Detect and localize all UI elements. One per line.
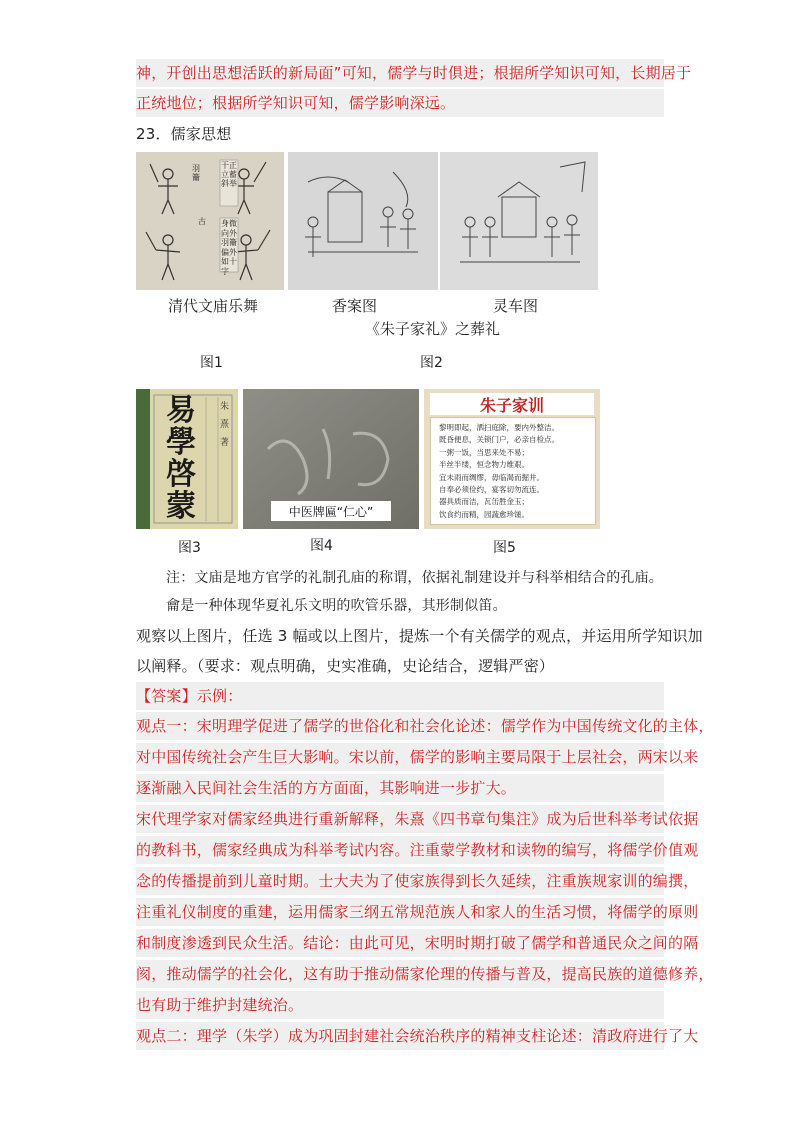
- figure-1-label-bottom: 身微向外羽籥偏外如十字: [221, 219, 237, 276]
- figure-3-author-b: 熹: [220, 420, 230, 430]
- note-1: 注：文庙是地方官学的礼制孔庙的称谓，依据礼制建设并与科举相结合的孔庙。: [166, 570, 663, 586]
- figure-5-line: 宜未雨而绸缪，毋临渴而掘井。: [439, 472, 544, 482]
- question-prompt-line-1: 观察以上图片，任选 3 幅或以上图片，提炼一个有关儒学的观点，并运用所学知识加: [136, 627, 703, 645]
- answer-line: 逐渐融入民间社会生活的方方面面，其影响进一步扩大。: [136, 774, 664, 802]
- figure-4-label: 图4: [310, 538, 333, 554]
- answer-line: 注重礼仪制度的重建，运用儒家三纲五常规范族人和家人的生活习惯，将儒学的原则: [136, 898, 664, 926]
- figure-2-subtitle: 《朱子家礼》之葬礼: [365, 320, 501, 338]
- answer-continuation-line-1: 神，开创出思想活跃的新局面”可知，儒学与时俱进；根据所学知识可知，长期居于: [136, 59, 664, 87]
- answer-line: 的教科书，儒家经典成为科举考试内容。注重蒙学教材和读物的编写，将儒学价值观: [136, 836, 664, 864]
- figure-2-hearse-image: [440, 152, 598, 290]
- figure-5-line: 饮食约而精，园蔬愈珍馐。: [439, 509, 529, 519]
- figure-3-label: 图3: [178, 540, 201, 556]
- figure-3-author-a: 朱: [220, 402, 230, 412]
- answer-tag: 【答案】: [136, 687, 197, 705]
- figure-5-text-panel: [430, 417, 596, 525]
- figure-1-label: 图1: [200, 355, 223, 371]
- figure-1-label-top-right: 干正立蓄斜举: [221, 161, 237, 188]
- figure-1-label-top-left: 羽籥: [192, 164, 200, 182]
- answer-line: 观点一：宋明理学促进了儒学的世俗化和社会化论述：儒学作为中国传统文化的主体，: [136, 712, 664, 740]
- figure-1-label-mid: 古: [198, 217, 206, 226]
- answer-line: 宋代理学家对儒家经典进行重新解释，朱熹《四书章句集注》成为后世科举考试依据: [136, 805, 664, 833]
- figure-2-caption-hearse: 灵车图: [493, 297, 539, 315]
- figure-3-title: 易學啓蒙: [166, 393, 196, 524]
- figure-5-line: 黎明即起，洒扫庭除，要内外整洁。: [439, 423, 559, 432]
- figure-5-label: 图5: [493, 540, 516, 556]
- figure-5-line: 半丝半缕，恒念物力维艰。: [439, 460, 529, 470]
- figure-5-line: 一粥一饭，当思来处不易；: [439, 447, 529, 457]
- figure-5-line: 器具质而洁，瓦缶胜金玉；: [439, 497, 529, 507]
- answer-tag-suffix: 示例：: [196, 687, 243, 705]
- figure-4-plaque-label: 中医牌匾“仁心”: [288, 505, 374, 519]
- figure-3-image: [136, 389, 238, 529]
- figure-1-caption: 清代文庙乐舞: [168, 297, 259, 315]
- figure-5-image: [424, 389, 600, 529]
- answer-line: 和制度渗透到民众生活。结论：由此可见，宋明时期打破了儒学和普通民众之间的隔: [136, 929, 664, 957]
- figure-5-line: 既昏便息，关锁门户，必亲自检点。: [439, 435, 559, 445]
- figure-5-title: 朱子家训: [479, 396, 544, 415]
- figure-2-caption-incense: 香案图: [332, 297, 378, 315]
- figure-3-author-c: 著: [220, 438, 230, 448]
- answer-line: 对中国传统社会产生巨大影响。宋以前，儒学的影响主要局限于上层社会，两宋以来: [136, 743, 664, 771]
- answer-line: 也有助于维护封建统治。: [136, 991, 664, 1019]
- question-prompt-line-2: 以阐释。（要求：观点明确，史实准确，史论结合，逻辑严密）: [136, 657, 555, 675]
- answer-header: [136, 682, 664, 710]
- answer-line: 阂，推动儒学的社会化，这有助于推动儒家伦理的传播与普及，提高民族的道德修养，: [136, 960, 664, 988]
- figure-5-line: 自奉必须俭约，宴客切勿流连。: [439, 485, 544, 495]
- figure-1-image: [136, 152, 284, 290]
- figure-4-image: [243, 389, 419, 529]
- figure-2-incense-image: [288, 152, 438, 290]
- figure-2-label: 图2: [420, 355, 443, 371]
- answer-continuation-line-2: 正统地位；根据所学知识可知，儒学影响深远。: [136, 89, 664, 117]
- question-title: 23．儒家思想: [136, 125, 232, 143]
- answer-line: 念的传播提前到儿童时期。士大夫为了使家族得到长久延续，注重族规家训的编撰，: [136, 867, 664, 895]
- note-2: 龠是一种体现华夏礼乐文明的吹管乐器，其形制似笛。: [166, 598, 507, 614]
- answer-line: 观点二：理学（朱学）成为巩固封建社会统治秩序的精神支柱论述：清政府进行了大: [136, 1022, 664, 1050]
